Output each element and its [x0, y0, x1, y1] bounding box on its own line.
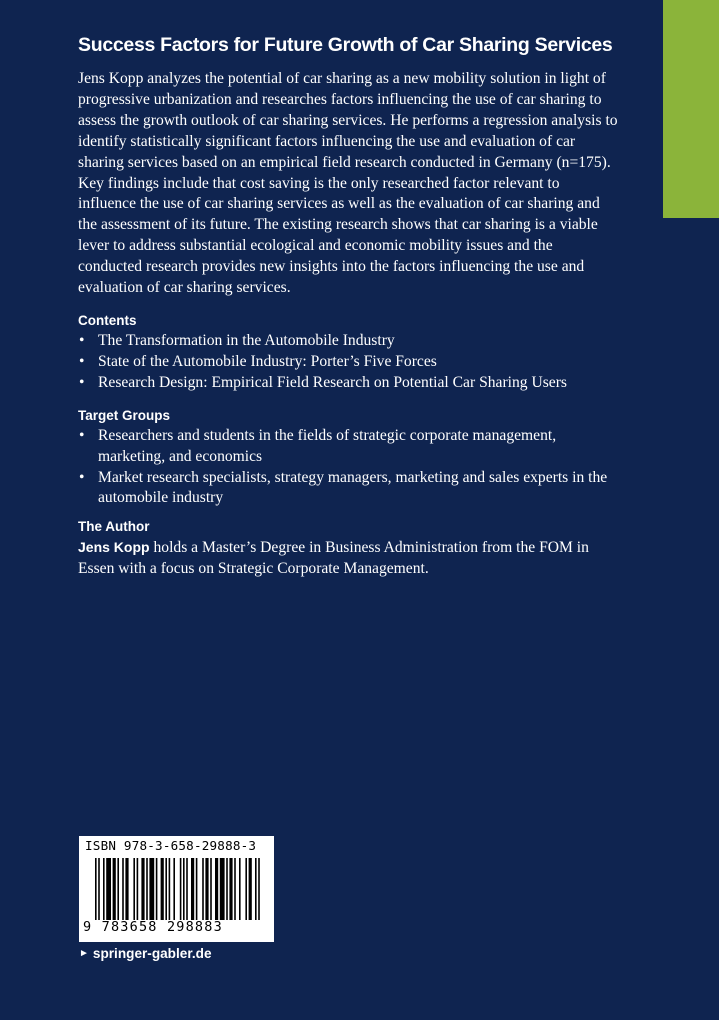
bullet-icon: • [79, 426, 85, 444]
book-title: Success Factors for Future Growth of Car Sharing Services [78, 34, 613, 56]
list-item: • Researchers and students in the fields of strategic corporate management, marketing, and economics [79, 426, 557, 465]
barcode-bars-icon [95, 858, 267, 920]
author-heading: The Author [78, 519, 150, 535]
list-item: • The Transformation in the Automobile Industry [78, 331, 618, 352]
publisher-website[interactable] [79, 946, 212, 961]
author-bio [78, 537, 618, 580]
target-groups-heading: Target Groups [78, 407, 171, 423]
bullet-icon: • [79, 331, 85, 349]
author-bio-text: holds a Master’s Degree in Business Administration from the FOM in Essen with a focus on Strategic Corporate Management. [78, 539, 589, 578]
list-item: • State of the Automobile Industry: Porter’s Five Forces [78, 352, 618, 373]
target-groups-list [78, 426, 618, 510]
contents-heading: Contents [78, 312, 137, 328]
author-name: Jens Kopp [78, 539, 150, 556]
back-cover-content [78, 34, 618, 580]
barcode-lead-digit: 9 [83, 919, 93, 935]
contents-list [78, 331, 618, 394]
isbn-barcode [79, 836, 274, 942]
book-description: Jens Kopp analyzes the potential of car sharing as a new mobility solution in light of progressive urbanization and researches factors influencing the use of car sharing to assess the growth outlook of car sharing services. He performs a regression analysis to identify statistically significant factors influencing the use and evaluation of car sharing services based on an empirical field research conducted in Germany (n=175). Key findings include that cost saving is the only researched factor relevant to influence the use of car sharing services as well as the evaluation of car sharing and the assessment of its future. The existing research shows that car sharing is a viable lever to address substantial ecological and economic mobility issues and the conducted research provides new insights into the factors influencing the use and evaluation of car sharing services. [78, 70, 618, 297]
bullet-icon: • [79, 373, 85, 391]
triangle-right-icon: ► [79, 948, 89, 959]
green-accent-bar [663, 0, 719, 218]
bullet-icon: • [79, 468, 85, 486]
bullet-icon: • [79, 352, 85, 370]
website-url[interactable]: springer-gabler.de [92, 946, 212, 961]
isbn-label: ISBN 978-3-658-29888-3 [85, 838, 257, 853]
list-item: • Market research specialists, strategy managers, marketing and sales experts in the automobile industry [79, 468, 608, 507]
barcode-right-digits: 298883 [166, 919, 223, 935]
barcode-left-digits: 783658 [101, 919, 158, 935]
list-item: • Research Design: Empirical Field Research on Potential Car Sharing Users [78, 373, 618, 394]
barcode-digits [83, 919, 271, 935]
